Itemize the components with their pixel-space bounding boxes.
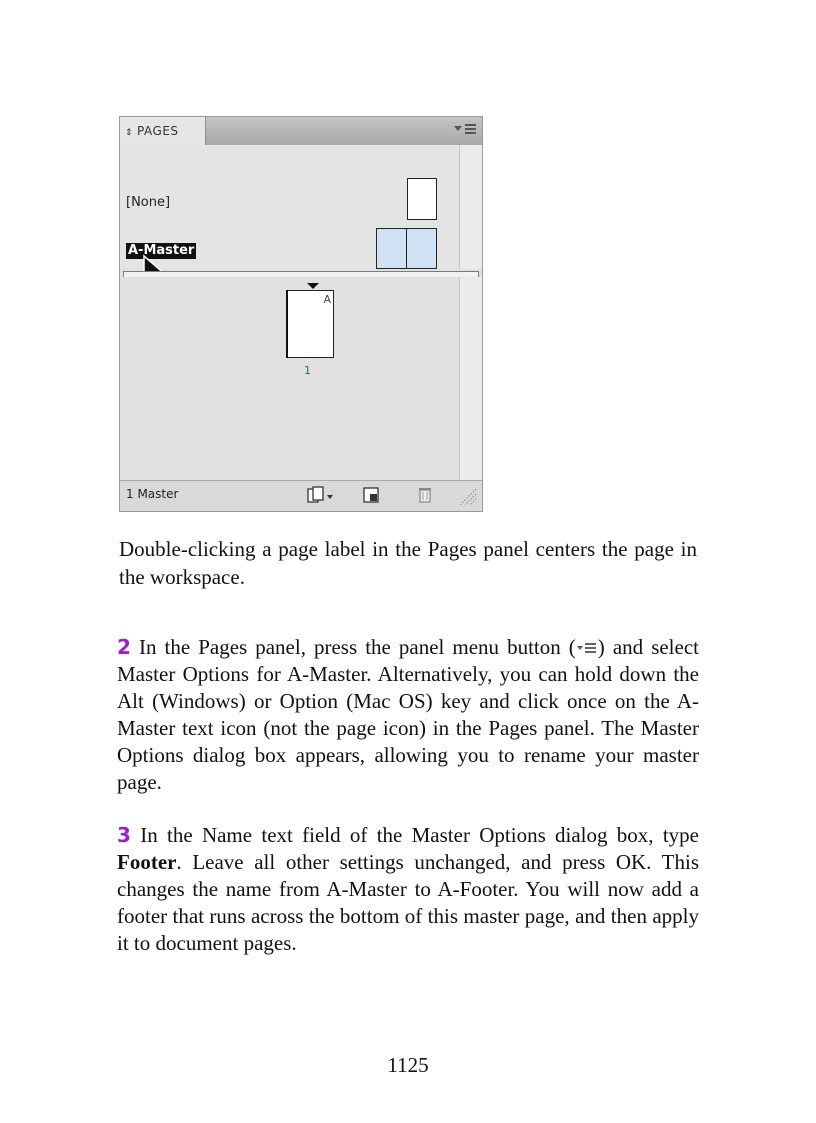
panel-header [120,117,482,146]
master-pages-section [120,145,460,269]
current-page-marker-icon [307,283,319,289]
panel-menu-inline-icon [576,641,598,655]
step-3-text-after: . Leave all other settings unchanged, and press OK. This changes the name from A-Master to A-Footer. You will now add a footer that runs across the bottom of this master page, and then apply it to document pages. [117,850,699,955]
master-count-text: 1 Master [126,487,179,501]
a-master-right-page-thumbnail[interactable] [406,228,437,269]
step-3-number: 3 [117,823,131,847]
pages-panel-screenshot [119,116,483,512]
document-section-scrollbar[interactable] [459,277,482,482]
master-label-none[interactable]: [None] [126,195,171,210]
step-2-paragraph [117,634,699,796]
document-pages-section [120,277,460,482]
master-section-scrollbar[interactable] [459,145,482,269]
step-3-text-before: In the Name text field of the Master Options dialog box, type [140,823,699,847]
figure-caption: Double-clicking a page label in the Pages panel centers the page in the workspace. [119,537,697,589]
tab-arrows-icon: ⇕ [125,128,134,138]
step-2-text-before: In the Pages panel, press the panel menu button ( [138,635,576,659]
step-2-number: 2 [117,635,131,659]
panel-status-bar [120,480,482,511]
pages-panel-tab[interactable] [120,117,206,146]
new-master-icon[interactable] [362,486,380,504]
step-3-bold-term: Footer [117,850,177,874]
resize-grip-icon[interactable] [456,485,480,509]
master-page-none-thumbnail[interactable] [407,178,437,220]
applied-master-letter: A [323,293,331,306]
tab-label: PAGES [137,124,179,138]
step-3-paragraph [117,822,699,957]
new-page-icon[interactable] [306,486,336,504]
panel-menu-icon[interactable] [454,123,476,137]
trash-icon[interactable] [416,486,434,504]
document-page-thumbnail[interactable] [286,290,334,358]
document-page-number: 1 [304,364,311,377]
page-number: 1125 [387,1053,429,1077]
a-master-left-page-thumbnail[interactable] [376,228,407,269]
master-label-a-master[interactable]: A-Master [128,243,195,258]
step-2-text-after: ) and select Master Options for A-Master. Alternatively, you can hold down the Alt (Windows) or Option (Mac OS) key and click once on the A-Master text icon (not the page icon) in the Pages panel. The Master Options dialog box appears, allowing you to rename your master page. [117,635,699,794]
